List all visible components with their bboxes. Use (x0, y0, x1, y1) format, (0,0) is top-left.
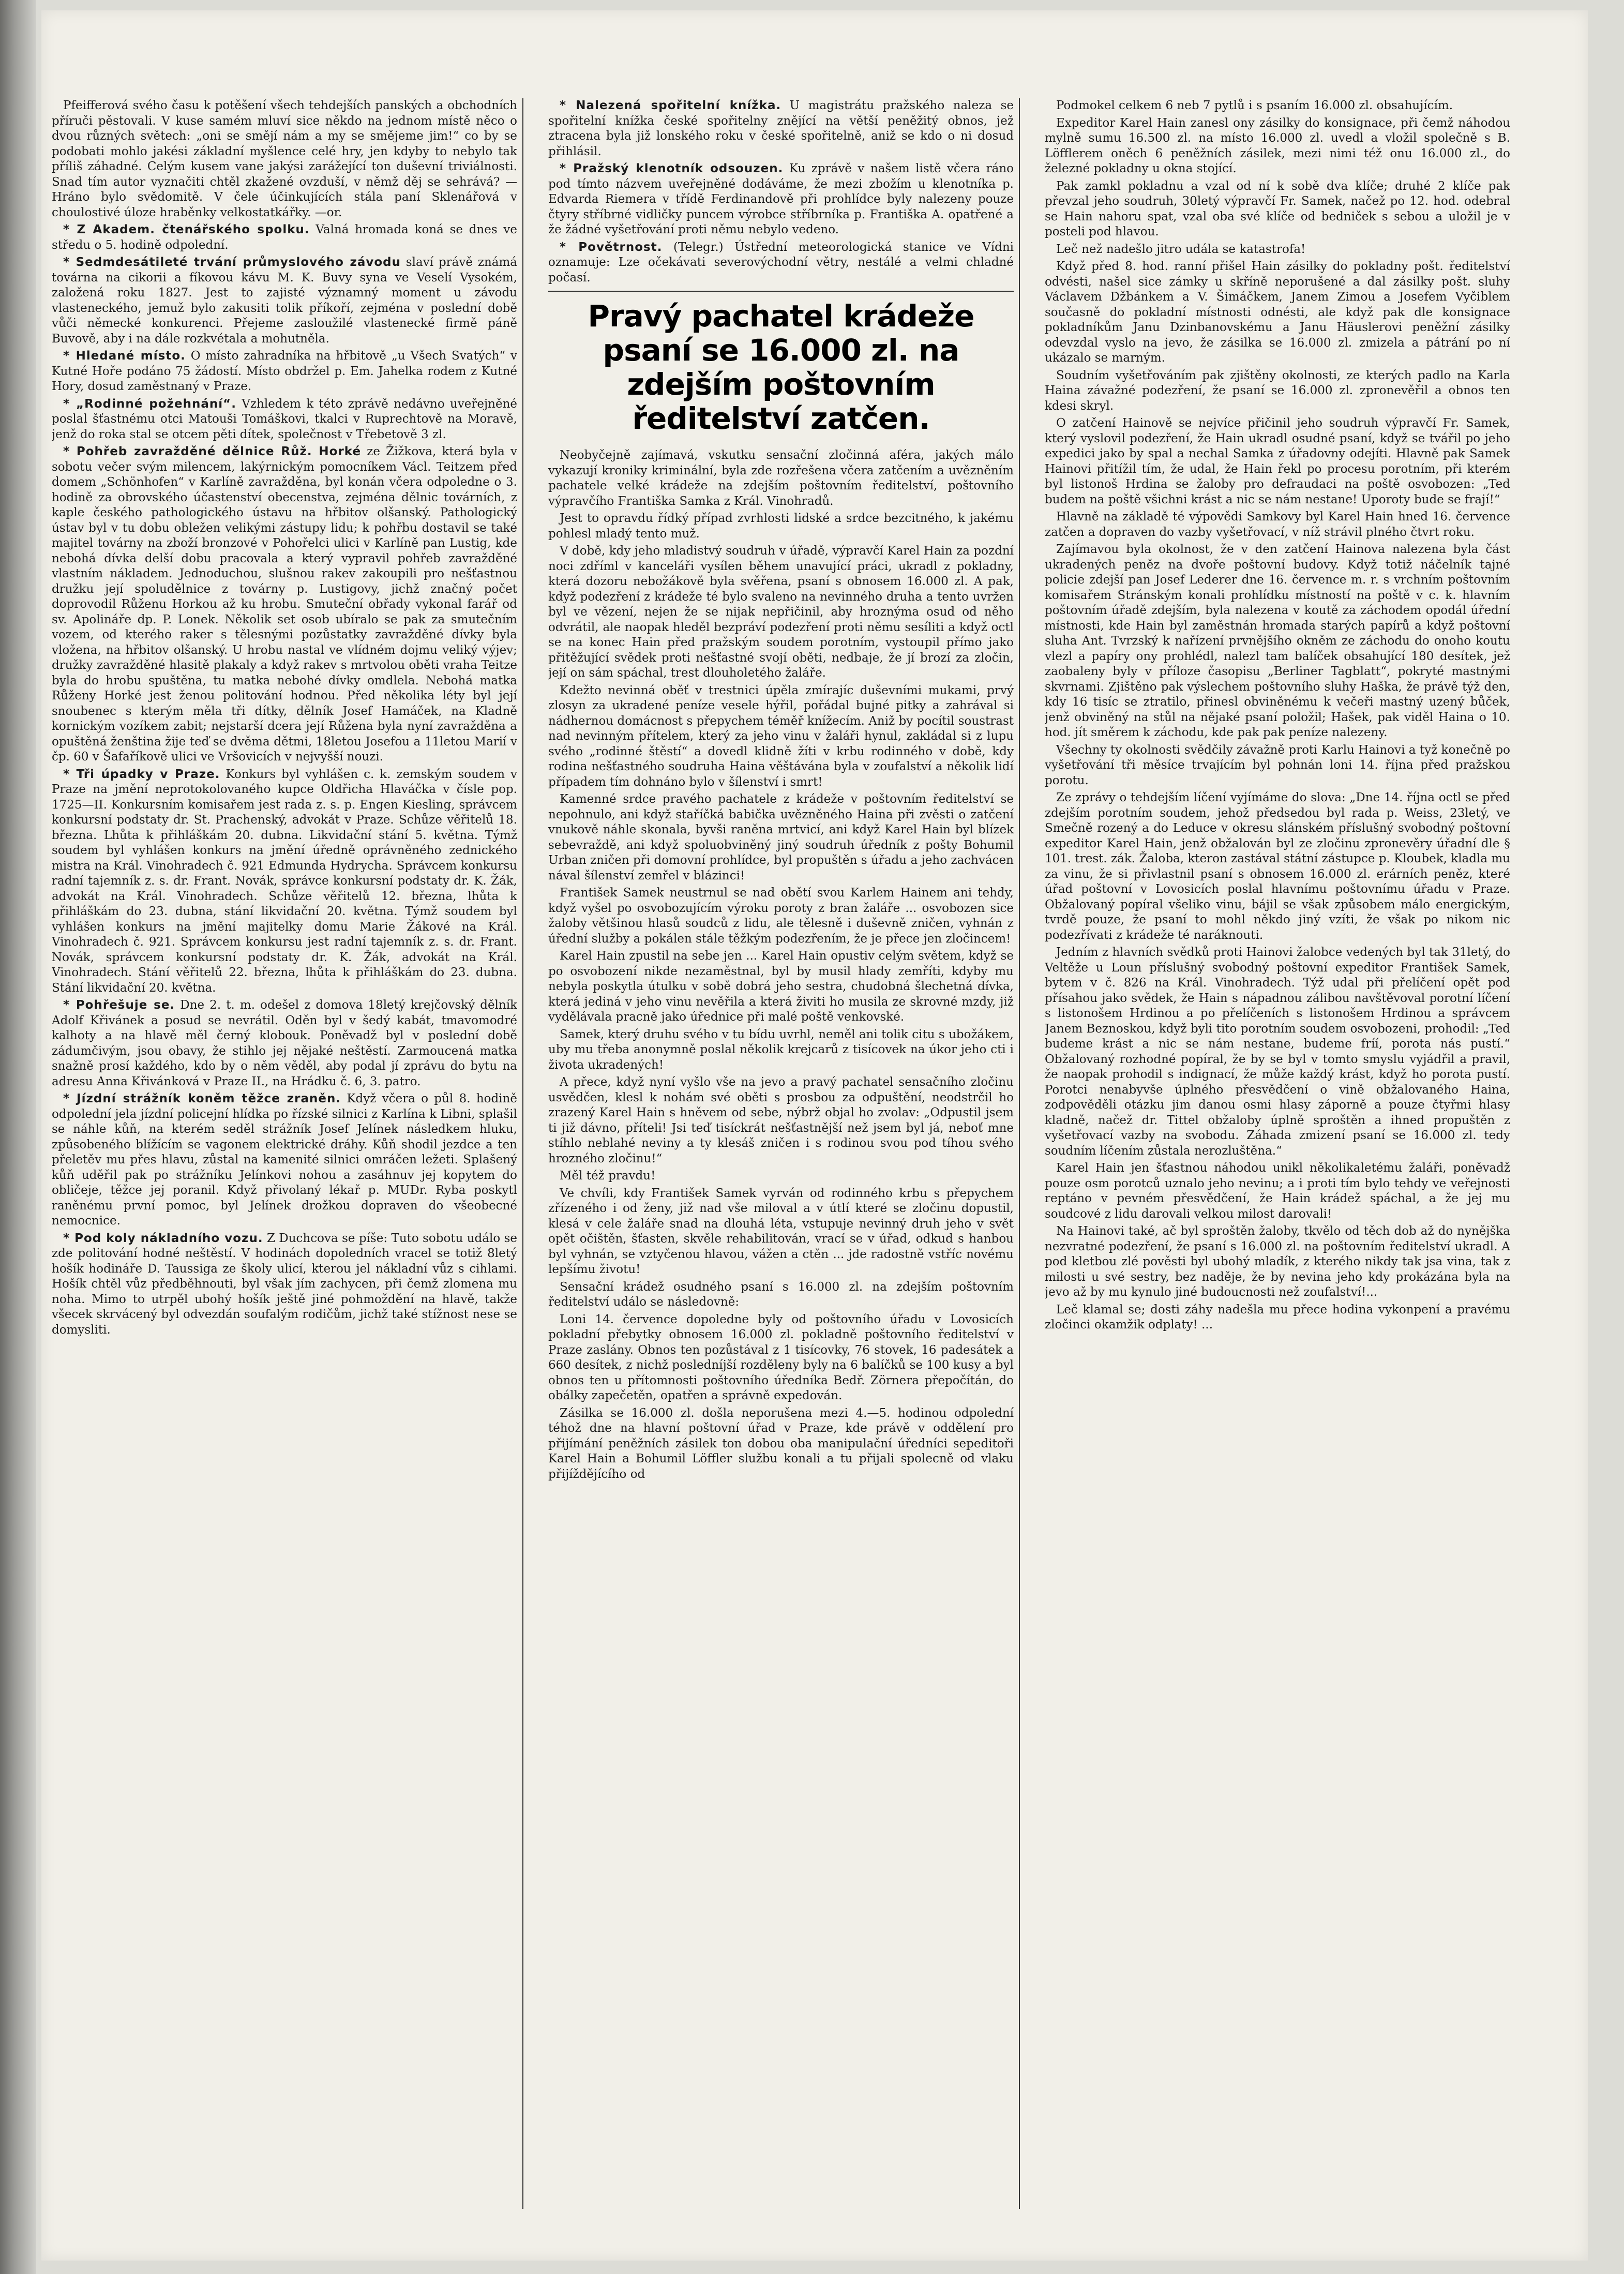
article-paragraph: Měl též pravdu! (560, 1169, 656, 1183)
news-item-title: * Pražský klenotník odsouzen. (560, 162, 784, 175)
article-paragraph: Samek, který druhu svého v tu bídu uvrhl, neměl ani tolik citu s ubožákem, uby mu třeba anonymně poslal několik krejcarů z tisícovek na úkor jeho cti i života ukradených! (548, 1027, 1014, 1072)
article-paragraph: Jest to opravdu řídký případ zvrhlosti lidské a srdce bezcitného, k jakému pohlesl mladý tento muž. (548, 512, 1014, 541)
news-item-body: slaví právě známá továrna na cikorii a fíkovou kávu M. K. Buvy syna ve Veselí Vysokém, založená roku 1827. Jest to zajisté významný moment u závodu vlasteneckého, jemuž bylo zakusiti tolik příkoří, zejména v poslední době vůči německé konkurenci. Přejeme zasloužilé vlastenecké firmě páně Buvově, aby i na dále rozkvétala a mohutněla. (52, 256, 517, 346)
news-item (548, 240, 1014, 286)
news-item-title: * Tři úpadky v Praze. (63, 767, 220, 781)
article-paragraph: Soudním vyšetřováním pak zjištěny okolnosti, ze kterých padlo na Karla Haina závažné podezření, že psaní se 16.000 zl. zpronevěřil a obnos ten kdesi skryl. (1045, 368, 1510, 413)
news-item (548, 98, 1014, 159)
news-item (52, 767, 517, 996)
article-paragraph: Leč než nadešlo jitro udála se katastrofa! (1056, 242, 1306, 256)
news-item (52, 222, 517, 253)
news-item (52, 1231, 517, 1338)
news-item-title: * Pohřešuje se. (63, 998, 175, 1012)
article-body (548, 448, 1014, 1482)
news-item-title: * Z Akadem. čtenářského spolku. (63, 223, 310, 236)
article-headline: Pravý pachatel krádeže psaní se 16.000 zl. na zdejším poštovním ředitelství zatčen. (588, 298, 974, 436)
news-item-title: * Sedmdesátileté trvání průmyslového závodu (63, 256, 401, 269)
article-paragraph: Neobyčejně zajímavá, vskutku sensační zločinná aféra, jakých málo vykazují kroniky kriminální, byla zde rozřešena včera zatčením a uvězněním pachatele velké krádeže na zdejším poštovním ředitelství, poštovního výpravčího Františka Samka z Král. Vinohradů. (548, 448, 1014, 508)
article-paragraph: Karel Hain zpustil na sebe jen ... Karel Hain opustiv celým světem, když se po osvobození nikde nezaměstnal, byl by musil hlady zemříti, kdyby mu nebyla poskytla útulku v sobě dobrá jeho sestra, chudobná šlechetná dívka, která jediná v jeho vinu nevěřila a která živiti ho musila ze skrovné mzdy, již vydělávala pracně jako úřednice při malé poště venkovské. (548, 949, 1014, 1024)
news-item-body: O místo zahradníka na hřbitově „u Všech Svatých“ v Kutné Hoře podáno 75 žádostí. Místo obdržel p. Em. Jahelka rodem z Kutné Hory, dosud zaměstnaný v Praze. (52, 349, 517, 393)
news-item-body: Dne 2. t. m. odešel z domova 18letý krejčovský dělník Adolf Křivánek a posud se nevrátil. Oděn byl v šedý kabát, tmavomodré kalhoty a na hlavě měl černý klobouk. Poněvadž byl v poslední době zádumčivým, jsou obavy, že stihlo jej nějaké neštěstí. Zarmoucená matka snažně prosí každého, kdo by o něm věděl, aby podal jí zprávu do bytu na adresu Anna Křivánková v Praze II., na Hrádku č. 6, 3. patro. (52, 998, 517, 1088)
article-paragraph: Karel Hain jen šťastnou náhodou unikl několikaletému žaláři, poněvadž pouze osm porotců uznalo jeho nevinu; a i proti tím bylo tehdy ve veřejnosti reptáno v pevném přesvědčení, že Hain krádež spáchal, a že jej mu soudcové z lidu darovali velkou milost darovali! (1045, 1161, 1510, 1221)
article-paragraph: Ze zprávy o tehdejším líčení vyjímáme do slova: „Dne 14. října octl se před zdejším porotním soudem, jehož předsedou byl rada p. Weiss, 23letý, ve Smečně rozený a do Leduce v okresu slánském příslušný svobodný poštovní expeditor Karel Hain, jenž obžalován byl ze zločinu zpronevěry úřadní dle § 101. trest. zák. Žaloba, kteron zastával státní zástupce p. Kloubek, kladla mu za vinu, že si přivlastnil psaní s obnosem 16.000 zl. erárních peněz, které úřad poštovní v Lovosicích poslal hlavnímu poštovnímu úřadu v Praze. Obžalovaný popíral všeliko vinu, bájil se však způsobem málo energickým, tvrdě pouze, že psaní to mohl někdo jiný vzíti, že však po nikom nic podezřívati z krádeže té naráknouti. (1045, 791, 1510, 942)
news-item (52, 98, 517, 220)
news-item-body: Pfeifferová svého času k potěšení všech tehdejších panských a obchodních příruči pěstovali. V kuse samém mluví sice někdo na jednom místě něco o dvou různých světech: „oni se smějí nám a my se smějeme jim!“ co by se podobati mohlo jakési základní myšlence celé hry, jen kdyby to nebylo tak příliš záhadné. Celým kusem vane jakýsi zarážející ton duševní triviálnosti. Snad tím autor vyznačiti chtěl zkažené ovzduší, v němž děj se sehrává? — Hráno bylo svědomitě. V čele účinkujících stála paní Sklenářová v choulostivé úloze hraběnky velkostatkářky. —or. (52, 99, 517, 219)
middle-news-items (548, 98, 1014, 286)
article-paragraph: Zásilka se 16.000 zl. došla neporušena mezi 4.—5. hodinou odpolední téhož dne na hlavní poštovní úřad v Praze, kde právě v oddělení pro přijímání peněžních zásilek ton dobou oba manipulační úředníci sepeditoři Karel Hain a Bohumil Löffler službu konali a tu přijali spolecně od vlaku přijíždějícího od (548, 1406, 1014, 1481)
news-item-title: * Jízdní strážník koněm těžce zraněn. (63, 1092, 341, 1105)
news-item-title: * „Rodinné požehnání“. (63, 397, 236, 411)
news-item-body: Ku zprávě v našem listě včera ráno pod tímto názvem uveřejněné dodáváme, že mezi zbožím u klenotníka p. Edvarda Riemera v třídě Ferdinandově při prohlídce byly nalezeny pouze čtyry stříbrné vidličky puncem výrobce stříbrníka p. Františka A. opatřené a že žádné vyšetřování proti němu nebylo vedeno. (548, 162, 1014, 236)
article-paragraph: Hlavně na základě té výpovědi Samkovy byl Karel Hain hned 16. července zatčen a dopraven do vazby vyšetřovací, v níž strávil plného čtvrt roku. (1045, 510, 1510, 539)
news-item (52, 397, 517, 443)
article-paragraph: Na Hainovi také, ač byl sproštěn žaloby, tkvělo od těch dob až do nynějška nezvratné podezření, že psaní s 16.000 zl. na poštovním ředitelství ukradl. A pod kletbou zlé pověsti byl ubohý mladík, z kterého nikdy tak jsa vina, tak z milosti u své sestry, bez naděje, že by nevina jeho kdy prokázána byla na jevo až by mu kynulo jiné budoucnosti než zoufalství!... (1045, 1224, 1510, 1299)
columns (52, 98, 1510, 2219)
news-item (52, 1091, 517, 1229)
article-paragraph: Jedním z hlavních svědků proti Hainovi žalobce vedených byl tak 31letý, do Veltěže u Loun příslušný svobodný poštovní expeditor František Samek, bytem v č. 826 na Král. Vinohradech. Týž udal při přelíčení opět pod přísahou jako svědek, že Hain s nápadnou zálibou navštěvoval porotní líčení s listonošem Hrdinou a po přelíčeních s listonošem Hrdinou a správcem Janem Beznoskou, když byli tito porotním soudem osvobozeni, prohodil: „Teď budeme krást a nic se nám nestane, budeme fríí, porota nás pustí.“ Obžalovaný rozhodné popíral, že by se byl v tomto smyslu vyjádřil a pravil, že naopak prohodil s indignací, že může každý krást, když ho porota pustí. Porotci nenabyvše úplného přesvědčení o vině obžalovaného Haina, zodpověděli otázku jim danou osmi hlasy záporně a pouze čtyřmi hlasy kladně, načež dr. Tittel obžaloby úplně sproštěn a ihned propuštěn z vyšetřovací vazby na svobodu. Záhada zmizení psaní se 16.000 zl. tedy soudním líčením zůstala nerozluštěna.“ (1045, 946, 1510, 1158)
news-item-body: (Telegr.) Ústřední meteorologická stanice ve Vídni oznamuje: Lze očekávati severovýchodní větry, nestálé a velmi chladné počasí. (548, 240, 1014, 285)
article-paragraph: Sensační krádež osudného psaní s 16.000 zl. na zdejším poštovním ředitelství událo se následovně: (548, 1280, 1014, 1309)
news-item-title: * Povětrnost. (560, 240, 663, 254)
article-paragraph: Pak zamkl pokladnu a vzal od ní k sobě dva klíče; druhé 2 klíče pak převzal jeho soudruh, 30letý výpravčí Fr. Samek, načež po 12. hod. odebral se Hain nahoru spat, vzal oba své klíče od bedniček s sebou a uložil je v posteli pod hlavou. (1045, 179, 1510, 238)
news-item (52, 444, 517, 765)
news-item-body: Konkurs byl vyhlášen c. k. zemským soudem v Praze na jmění neprotokolovaného kupce Oldřicha Hlaváčka v čísle pop. 1725—II. Konkursním komisařem jest rada z. s. p. Engen Kiesling, správcem konkursní podstaty dr. St. Prachenský, advokát v Praze. Schůze věřitelů 18. března. Lhůta k přihláškám 20. dubna. Likvidační stání 5. května. Týmž soudem byl vyhlášen konkurs na jmění úředně oprávněného zednického mistra na Král. Vinohradech č. 921 Edmunda Hydrycha. Správcem konkursu radní tajemník z. s. dr. Frant. Novák, správce konkursní podstaty dr. K. Žák, advokát na Král. Vinohradech. Schůze věřitelů 12. března, lhůta k přihláškám do 23. dubna, stání likvidační 20. května. Týmž soudem byl vyhlášen konkurs na jmění majitelky domu Marie Žákové na Král. Vinohradech č. 921. Správcem konkursu jest radní tajemník z. s. dr. Frant. Novák, správcem konkursní podstaty dr. K. Žák, advokát na Král. Vinohradech. Stání věřitelů 22. března, lhůta k přihláškám do 23. dubna. Stání likvidační 20. května. (52, 767, 517, 995)
news-item-body: U magistrátu pražského naleza se spořitelní knížka české spořitelny znějící na větší peněžitý obnos, jež ztracena byla již lonského roku v české spořitelně, aniž se kdo o ni dosud přihlásil. (548, 99, 1014, 158)
news-item-title: * Pohřeb zavražděné dělnice Růž. Horké (63, 445, 362, 458)
column-right (1045, 98, 1510, 2219)
article-paragraph: Leč klamal se; dosti záhy nadešla mu přece hodina vykonpení a pravému zločinci okamžik odplaty! ... (1045, 1303, 1510, 1332)
article-paragraph: Expeditor Karel Hain zanesl ony zásilky do konsignace, při čemž náhodou mylně sumu 16.500 zl. na místo 16.000 zl. uvedl a vložil společně s B. Löfflerem oněch 6 peněžních zásilek, mezi nimi též onu 16.000 zl., do železné pokladny u okna stojící. (1045, 116, 1510, 175)
scan-left-edge (0, 0, 36, 2274)
article-paragraph: Zajímavou byla okolnost, že v den zatčení Hainova nalezena byla část ukradených peněz na dvoře poštovní budovy. Když totiž náčelník tajné policie zdejší pan Josef Lederer dne 16. července m. r. s vrchním poštovním komisařem Stránským konali prohlídku místností na poště v c. k. hlavním poštovním úřadě zdejším, byla nalezena v koutě za záchodem opodál úřední místnosti, kde Hain byl zaměstnán hromada starých papírů a když poštovní sluha Ant. Tvrzský k nařízení prvnějšího okněm ze záchodu do onoho koutu vlezl a papíry ony prohlédl, nalezl tam balíček obsahující 180 desítek, jež zaobaleny byly v příloze časopisu „Berliner Tagblatt“, pokryté mastnými skvrnami. Zjištěno pak výslechem poštovního sluhy Haška, že právě týž den, kdy 16 tisíc se ztratilo, přinesl obviněnému k večeři mastný uzený bůček, jenž obviněný na stůl na nějaké psaní položil; Hašek, pak viděl Haina o 10. hod. jít směrem k záchodu, kde pak pak peníze nalezeny. (1045, 543, 1510, 739)
article-paragraph: Kamenné srdce pravého pachatele z krádeže v poštovním ředitelství se nepohnulo, ani když staříčká babička uvězněného Haina při zvěsti o zatčení vnukově náhle skonala, byvši raněna mrtvicí, ani když Karel Hain byl blízek sebevraždě, ani když spoluobviněný jiný soudruh úředník z pošty Bohumil Urban zničen při domovní prohlídce, byl propuštěn s úřadu a jeho zachvácen nával šílenství zemřel v blázinci! (548, 792, 1014, 882)
article-paragraph: František Samek neustrnul se nad obětí svou Karlem Hainem ani tehdy, když vyšel po osvobozujícím výroku poroty z bran žaláře ... osvobozen sice žaloby většinou hlasů soudců z lidu, ale tělesně i duševně zničen, vyhnán z úřední služby a pokálen stále těžkým podezřením, že je přece jen zločincem! (548, 886, 1014, 946)
news-item-title: * Pod koly nákladního vozu. (63, 1231, 263, 1245)
news-item (52, 998, 517, 1089)
article-paragraph: Kdežto nevinná oběť v trestnici úpěla zmírajíc duševními mukami, prvý zlosyn za ukradené peníze vesele hýřil, pořádal bujné pitky a zahrával si nádhernou domácnost s přepychem téměř knížecím. Aniž by pocítil soustrast nad nevinným přítelem, který za jeho vinu v žaláři hynul, zakládal si z lupu svého „rodinné štěstí“ a dovedl klidně žíti v krbu rodinného v době, kdy rodina nešťastného soudruha Haina věštávána byla v zoufalství a několik lidí případem tím dohnáno bylo v šílenství i smrt! (548, 683, 1014, 789)
column-left (52, 98, 517, 2219)
article-paragraph: A přece, když nyní vyšlo vše na jevo a pravý pachatel sensačního zločinu usvědčen, klesl k nohám své oběti s prosbou za odpuštění, neodstrčil ho zrazený Karel Hain s hněvem od sebe, nýbrž objal ho zvolav: „Odpustil jsem ti již dávno, příteli! Jsi teď tisíckrát nešťastnější než jsem byl já, neboť mne stíhlo neblahé neviny a ty klesáš zničen i s rodinou svou pod tíhou svého hrozného zločinu!“ (548, 1075, 1014, 1165)
article-paragraph: Ve chvíli, kdy František Samek vyrván od rodinného krbu s přepychem zřízeného i od ženy, již nad vše miloval a v útlí které se zločinu dopustil, klesá v cele žaláře snad na dlouhá léta, vstupuje nevinný druh jeho v svět opět očištěn, šťasten, skvěle rehabilitován, vrací se v úřad, odkud s hanbou byl vyhnán, se vztyčenou hlavou, vážen a ctěn ... jde radostně vstříc novému lepšímu životu! (548, 1186, 1014, 1276)
news-item (52, 255, 517, 347)
news-item (548, 161, 1014, 238)
article-paragraph: Všechny ty okolnosti svědčily závažně proti Karlu Hainovi a tyž konečně po vyšetřování tři měsíce trvajícím byl pohnán loni 14. října před pražskou porotu. (1045, 743, 1510, 787)
news-item (52, 349, 517, 395)
news-item-body: ze Žižkova, která byla v sobotu večer svým milencem, lakýrnickým pomocníkem Václ. Teitzem před domem „Schönhofen“ v Karlíně zavražděna, byl konán včera odpoledne o 3. hodině za obrovského účastenství obecenstva, zejména dělnic továrních, z kaple českého pathologického ústavu na hřbitov olšanský. Pathologický ústav byl v tu dobu obležen velikými zástupy lidu; k pohřbu dostavil se také majitel továrny na zboží bronzové v Pohořelci ulici v Karlíně pan Lustig, kde nebohá dívka delší dobu pracovala a který vypravil pohřeb zavražděné vlastním nákladem. Jednoduchou, slušnou rakev zakoupili pro nešťastnou družku její spoludělnice z továrny p. Lustigovy, jichž značný počet doprovodil Růženu Horkou až ku hrobu. Smuteční obřady vykonal farář od sv. Apolináře dp. P. Lonek. Několik set osob ubíralo se pak za smutečním vozem, od kterého raker s tělesnými pozůstatky zavražděné dívky byla vložena, na hřbitov olšanský. U hrobu nastal ve vlídném dojmu veliký výjev; družky zavražděné hlasitě plakaly a když rakev s mrtvolou oběti vraha Teitze byla do hrobu spuštěna, tu matka nebohé dívky omdlela. Nebohá matka Růženy Horké jest ženou politování hodnou. Před několika léty byl její snoubenec s kterým měla tři dítky, dělník Josef Hamáček, na Kladně kornickým vozíkem zabit; nejstarší dcera její Růžena byla nyní zavražděna a opuštěná ženština žije teď se dvěma dětmi, 18letou Josefou a 11letou Marií v čp. 60 v Šafaříkově ulici ve Vršovicích v nejvyšší nouzi. (52, 445, 517, 764)
news-item-body: Z Duchcova se píše: Tuto sobotu událo se zde politování hodné neštěstí. V hodinách dopoledních vracel se totiž 8letý hošík hodináře D. Taussiga ze školy ulicí, kterou jel nákladní vůz s cihlami. Hošík chtěl vůz předběhnouti, byl však jím zachycen, při čemž zlomena mu noha. Mimo to utrpěl ubohý hošík ještě jiné pohmoždění na hlavě, takže všecek skrvácený byl odvezdán soufalým rodičům, jichž také stížnost nese se domysliti. (52, 1231, 517, 1337)
article-paragraph: Podmokel celkem 6 neb 7 pytlů i s psaním 16.000 zl. obsahujícím. (1056, 99, 1453, 112)
article-paragraph: V době, kdy jeho mladistvý soudruh v úřadě, výpravčí Karel Hain za pozdní noci zdříml v kanceláři vysílen během unavující práci, ukradl z pokladny, která dozoru nebožákově byla svěřena, psaní s obnosem 16.000 zl. A pak, když podezření z krádeže té bylo svaleno na nevinného druha a tento uvržen byl ve vězení, nejen že se nijak nepřičinil, aby hroznýma osud od něho odvrátil, ale naopak hleděl bezpráví podezření proti němu sesíliti a když octl se na konec Hain před pražským soudem porotním, vystoupil přímo jako přitěžující svědek proti nešťastné svojí oběti, nedbaje, že jí brozí za zločin, její on sám spáchal, trest dlouholetého žaláře. (548, 544, 1014, 680)
news-item-title: * Nalezená spořitelní knížka. (560, 99, 781, 112)
news-item-body: Vzhledem k této zprávě nedávno uveřejněné poslal šťastnému otci Matouši Tomáškovi, tkalci v Ruprechtově na Moravě, jenž do roka stal se otcem pěti dítek, společnost v Třebetově 3 zl. (52, 397, 517, 441)
column-middle (548, 98, 1014, 2219)
headline-rule-top (548, 291, 1014, 292)
article-paragraph: Když před 8. hod. ranní přišel Hain zásilky do pokladny pošt. ředitelství odvésti, našel sice zámky u skříně neporušené a dal zásilky pošt. sluhy Václavem Džbánkem a V. Šimáčkem, Janem Zimou a Josefem Vyčiblem současně do pokladní místnosti odnésti, ale když pak dle konsignace pokladníkům Janu Dzinbanovskému a Janu Häuslerovi peněžní zásilky odevzdal vyslo na jevo, že zásilka se 16.000 zl. zmizela a pátrání po ní ukázalo se marným. (1045, 260, 1510, 365)
article-paragraph: Loni 14. července dopoledne byly od poštovního úřadu v Lovosicích pokladní přebytky obnosem 16.000 zl. pokladně poštovního ředitelství v Praze zaslány. Obnos ten pozůstával z 1 tisícovky, 76 stovek, 16 padesátek a 660 desítek, z nichž posledníjší rozděleny byly na 6 balíčků se 100 kusy a byl obnos ten u přítomnosti poštovního úředníka Bedř. Zörnera přepočítán, do obálky zapečetěn, opatřen a správně expedován. (548, 1312, 1014, 1402)
news-item-title: * Hledané místo. (63, 349, 186, 363)
news-item-body: Valná hromada koná se dnes ve středu o 5. hodině odpolední. (52, 223, 517, 252)
article-paragraph: O zatčení Hainově se nejvíce přičinil jeho soudruh výpravčí Fr. Samek, který vyslovil podezření, že Hain ukradl osudné psaní, když se tvářil po jeho expedici jako by spal a nechal Samka z úřadovny odejíti. Hlavně pak Samek Hainovi přitížil tím, že udal, že Hain řekl po procesu porotním, při kterém byl listonoš Hrdina se žaloby pro defraudaci na poště osvobozen: „Teď budem na poště všichni krást a nic se nám nestane! Uporoty bude se frají!“ (1045, 416, 1510, 506)
news-item-body: Když včera o půl 8. hodině odpolední jela jízdní policejní hlídka po řízské silnici z Karlína k Libni, splašil se náhle kůň, na kterém seděl strážník Josef Jelínek následkem hluku, způsobeného blížícím se vagonem elektrické dráhy. Kůň shodil jezdce a ten přeletěv mu přes hlavu, zůstal na kamenité silnici omráčen ležeti. Splašený kůň uděřil pak po strážníku Jelínkovi nohou a zasáhnuv jej kopytem do obličeje, těžce jej poranil. Když přivolaný lékař p. MUDr. Ryba poskytl raněnému první pomoc, byl Jelínek drožkou dopraven do všeobecné nemocnice. (52, 1092, 517, 1228)
